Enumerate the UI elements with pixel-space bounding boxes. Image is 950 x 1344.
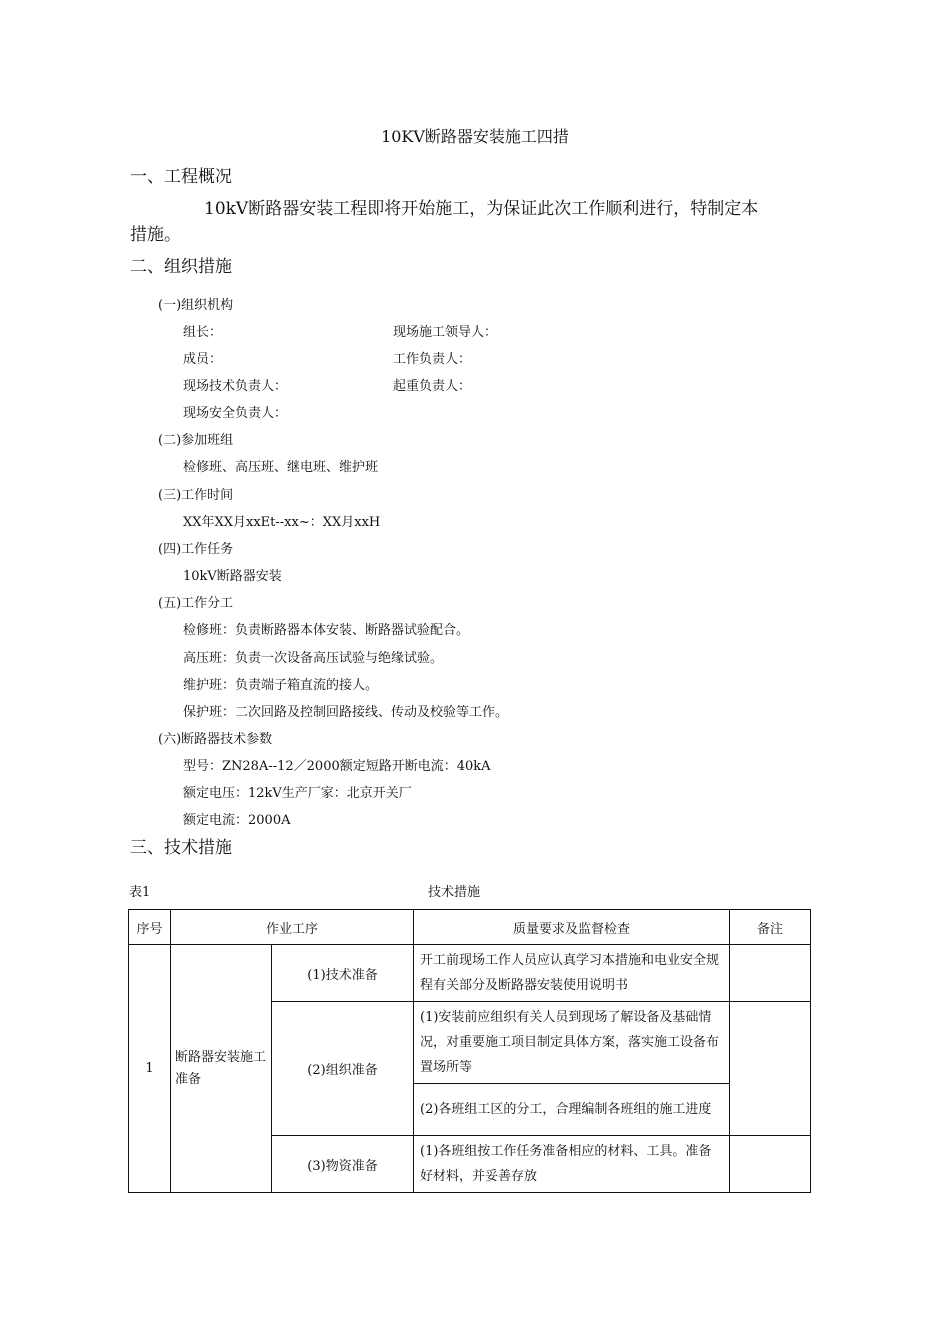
- work-time-label: (三)工作时间: [158, 488, 234, 503]
- division-label: (五)工作分工: [158, 596, 234, 611]
- process-cell: 断路器安装施工准备: [171, 945, 272, 1193]
- params-item: 额定电流：2000A: [183, 813, 291, 828]
- section-heading-technical: 三、技术措施: [130, 838, 232, 858]
- requirement-cell: (1)安装前应组织有关人员到现场了解设备及基础情况，对重要施工项目制定具体方案，落实施工设备布置场所等: [414, 1002, 730, 1084]
- requirement-cell: (1)各班组按工作任务准备相应的材料、工具。准备好材料，并妥善存放: [414, 1136, 730, 1193]
- seq-cell: 1: [129, 945, 171, 1193]
- overview-paragraph-line1: 10kV断路器安装工程即将开始施工，为保证此次工作顺利进行，特制定本: [204, 199, 759, 219]
- table-row: [129, 945, 811, 1002]
- step-name-cell: (2)组织准备: [272, 1002, 414, 1136]
- table-header-row: [129, 910, 811, 945]
- header-process: 作业工序: [171, 910, 414, 945]
- leader-field: 组长：: [183, 325, 223, 340]
- work-time-value: XX年XX月xxEt--xx~：XX月xxH: [183, 515, 381, 530]
- lifting-lead-field: 起重负责人：: [393, 379, 472, 394]
- document-title: 10KV断路器安装施工四措: [381, 127, 569, 146]
- section-heading-overview: 一、工程概况: [130, 167, 232, 187]
- teams-value: 检修班、高压班、继电班、维护班: [183, 460, 379, 475]
- step-name-cell: (1)技术准备: [272, 945, 414, 1002]
- step-name-cell: (3)物资准备: [272, 1136, 414, 1193]
- division-item: 维护班：负责端子箱直流的接人。: [183, 678, 379, 693]
- remark-cell: [730, 1136, 811, 1193]
- task-value: 10kV断路器安装: [183, 569, 282, 584]
- members-field: 成员：: [183, 352, 223, 367]
- table-caption: 技术措施: [428, 885, 481, 900]
- requirement-cell: (2)各班组工区的分工，合理编制各班组的施工进度: [414, 1084, 730, 1136]
- table-number: 表1: [129, 885, 151, 900]
- teams-label: (二)参加班组: [158, 433, 234, 448]
- division-item: 检修班：负责断路器本体安装、断路器试验配合。: [183, 623, 470, 638]
- remark-cell: [730, 1002, 811, 1136]
- header-quality: 质量要求及监督检查: [414, 910, 730, 945]
- division-item: 高压班：负责一次设备高压试验与绝缘试验。: [183, 651, 444, 666]
- params-item: 额定电压：12kV生产厂家：北京开关厂: [183, 786, 412, 801]
- overview-paragraph-line2: 措施。: [130, 225, 181, 245]
- header-remark: 备注: [730, 910, 811, 945]
- technical-measures-table: [128, 909, 811, 1193]
- requirement-cell: 开工前现场工作人员应认真学习本措施和电业安全规程有关部分及断路器安装使用说明书: [414, 945, 730, 1002]
- section-heading-organization: 二、组织措施: [130, 257, 232, 277]
- site-leader-field: 现场施工领导人：: [393, 325, 498, 340]
- safety-lead-field: 现场安全负责人：: [183, 406, 288, 421]
- params-label: (六)断路器技术参数: [158, 732, 273, 747]
- org-structure-label: (一)组织机构: [158, 298, 234, 313]
- remark-cell: [730, 945, 811, 1002]
- task-label: (四)工作任务: [158, 542, 234, 557]
- params-item: 型号：ZN28A--12／2000额定短路开断电流：40kA: [183, 759, 491, 774]
- division-item: 保护班：二次回路及控制回路接线、传动及校验等工作。: [183, 705, 509, 720]
- work-lead-field: 工作负责人：: [393, 352, 472, 367]
- header-seq: 序号: [129, 910, 171, 945]
- tech-lead-field: 现场技术负责人：: [183, 379, 288, 394]
